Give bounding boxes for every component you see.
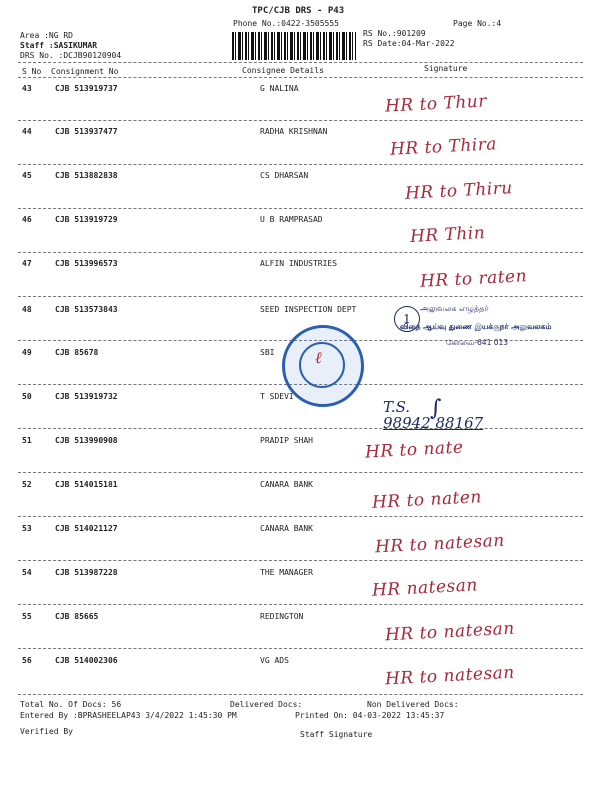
- col-consignee: Consignee Details: [242, 66, 324, 75]
- row-signature: HR to Thur: [384, 91, 488, 117]
- table-row: [0, 568, 600, 613]
- row-sno: 56: [22, 656, 32, 665]
- row-consignee: REDINGTON: [260, 612, 304, 621]
- divider: [18, 428, 583, 429]
- row-consignee: VG ADS: [260, 656, 289, 665]
- page-number: Page No.:4: [453, 19, 502, 28]
- row-consignment: CJB 513990908: [55, 436, 118, 445]
- row-consignment: CJB 513937477: [55, 127, 118, 136]
- col-sno: S No: [22, 67, 42, 76]
- row-signature: HR to natesan: [374, 530, 506, 558]
- row-consignment: CJB 514002306: [55, 656, 118, 665]
- row-sno: 46: [22, 215, 32, 224]
- row-sno: 43: [22, 84, 32, 93]
- row-consignee: G NALINA: [260, 84, 299, 93]
- row-sno: 55: [22, 612, 32, 621]
- table-row: [0, 480, 600, 525]
- table-row: [0, 84, 600, 129]
- divider: [18, 62, 583, 63]
- table-row: [0, 436, 600, 481]
- row-signature: HR natesan: [371, 575, 479, 601]
- row-consignment: CJB 85665: [55, 612, 99, 621]
- divider: [18, 516, 583, 517]
- seal-signature: ℓ: [315, 348, 322, 367]
- row-consignee: CANARA BANK: [260, 524, 313, 533]
- row-sno: 48: [22, 305, 32, 314]
- row-consignment: CJB 513919737: [55, 84, 118, 93]
- stamp-line: அலுவலக எழுத்தர்: [420, 304, 489, 313]
- non-delivered-docs: Non Delivered Docs:: [367, 700, 459, 709]
- sheet-title: TPC/CJB DRS - P43: [252, 6, 345, 16]
- bank-seal: [282, 325, 364, 407]
- row-signature: HR to Thira: [389, 134, 498, 160]
- divider: [18, 472, 583, 473]
- stamp-line: விதை ஆய்வு துணை இயக்குநர் அலுவலகம்: [400, 322, 552, 331]
- divider: [18, 77, 583, 78]
- row-consignee: THE MANAGER: [260, 568, 313, 577]
- row-signature: HR Thin: [409, 223, 486, 247]
- row-consignment: CJB 513996573: [55, 259, 118, 268]
- row-consignment: CJB 513987228: [55, 568, 118, 577]
- row-consignee: U B RAMPRASAD: [260, 215, 323, 224]
- row-signature: HR to natesan: [384, 618, 516, 646]
- row-consignment: CJB 85678: [55, 348, 99, 357]
- row-signature: HR to Thiru: [404, 178, 514, 204]
- row-sno: 45: [22, 171, 32, 180]
- row-signature: HR to raten: [419, 266, 528, 292]
- divider: [18, 208, 583, 209]
- divider: [18, 604, 583, 605]
- delivered-docs: Delivered Docs:: [230, 700, 303, 709]
- row-consignment: CJB 514021127: [55, 524, 118, 533]
- printed-on: Printed On: 04-03-2022 13:45:37: [295, 711, 445, 720]
- row-consignment: CJB 513882838: [55, 171, 118, 180]
- row-consignee: ALFIN INDUSTRIES: [260, 259, 338, 268]
- rs-date: RS Date:04-Mar-2022: [363, 39, 455, 48]
- phone-number: Phone No.:0422-3505555: [233, 19, 339, 28]
- circled-number-mark: 1: [394, 306, 420, 332]
- row-signature: HR to natesan: [384, 662, 516, 690]
- row-sno: 51: [22, 436, 32, 445]
- table-row: [0, 215, 600, 260]
- row-consignee: PRADIP SHAH: [260, 436, 313, 445]
- table-row: [0, 612, 600, 657]
- row-sno: 44: [22, 127, 32, 136]
- row-consignee: SEED INSPECTION DEPT: [260, 305, 357, 314]
- row-signature: HR to nate: [364, 437, 464, 463]
- verified-by: Verified By: [20, 727, 73, 736]
- entered-by: Entered By :BPRASHEELAP43 3/4/2022 1:45:30 PM: [20, 711, 237, 720]
- total-docs: Total No. Of Docs: 56: [20, 700, 122, 709]
- row-consignment: CJB 514015181: [55, 480, 118, 489]
- row-sno: 49: [22, 348, 32, 357]
- row-consignee: CANARA BANK: [260, 480, 313, 489]
- row-consignment: CJB 513573843: [55, 305, 118, 314]
- table-row: [0, 524, 600, 569]
- staff-label: Staff :SASIKUMAR: [20, 41, 98, 50]
- row-sno: 52: [22, 480, 32, 489]
- row-consignee: CS DHARSAN: [260, 171, 309, 180]
- divider: [18, 560, 583, 561]
- row-sno: 54: [22, 568, 32, 577]
- staff-signature: Staff Signature: [300, 730, 373, 739]
- bank-seal-inner: [299, 342, 345, 388]
- divider: [18, 648, 583, 649]
- sdevi-signature: T.S.: [383, 398, 411, 416]
- divider: [18, 252, 583, 253]
- divider: [18, 296, 583, 297]
- row-sno: 47: [22, 259, 32, 268]
- area-label: Area :NG RD: [20, 31, 73, 40]
- divider: [18, 120, 583, 121]
- rs-number: RS No.:901209: [363, 29, 426, 38]
- sdevi-phone: 98942 88167: [383, 414, 484, 432]
- row-signature: HR to naten: [371, 487, 483, 513]
- col-consignment: Consignment No: [51, 67, 119, 76]
- row-sno: 53: [22, 524, 32, 533]
- row-consignee: RADHA KRISHNAN: [260, 127, 328, 136]
- barcode: [232, 32, 356, 60]
- table-row: [0, 171, 600, 216]
- sdevi-signature-flourish: ∫: [430, 396, 442, 421]
- row-consignee: T SDEVI: [260, 392, 294, 401]
- divider: [18, 164, 583, 165]
- office-stamp: [380, 298, 555, 368]
- row-sno: 50: [22, 392, 32, 401]
- stamp-line: கோவை-641 013: [446, 338, 509, 347]
- divider: [18, 694, 583, 695]
- drs-number: DRS No. :DCJB90120904: [20, 51, 122, 60]
- row-consignment: CJB 513919729: [55, 215, 118, 224]
- row-consignment: CJB 513919732: [55, 392, 118, 401]
- row-consignee: SBI: [260, 348, 275, 357]
- table-row: [0, 127, 600, 172]
- col-signature: Signature: [424, 64, 468, 73]
